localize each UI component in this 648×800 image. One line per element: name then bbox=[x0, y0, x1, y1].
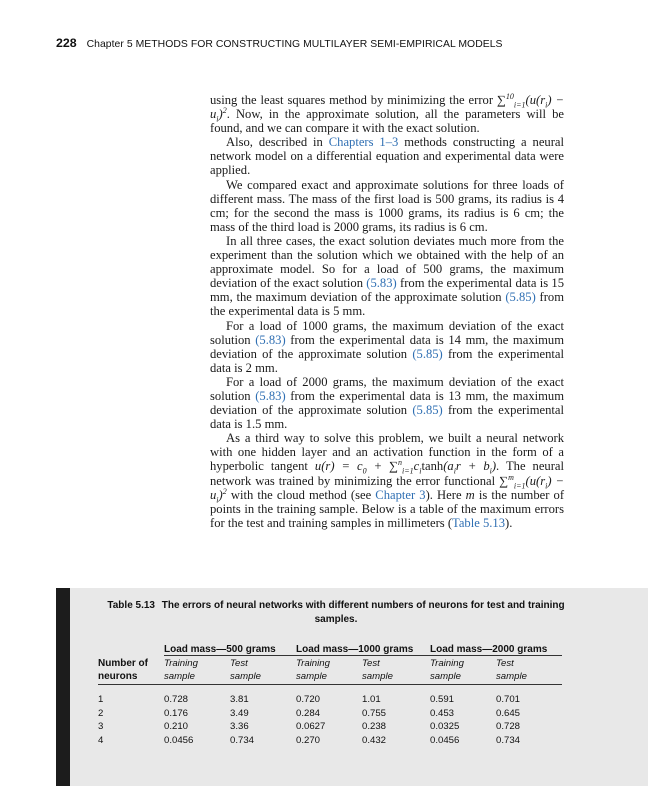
table-label: Table 5.13 bbox=[107, 600, 155, 611]
ref-eq-5-83[interactable]: (5.83) bbox=[255, 332, 286, 347]
ref-eq-5-83[interactable]: (5.83) bbox=[255, 388, 286, 403]
page-number: 228 bbox=[56, 36, 77, 50]
column-header: Training sample bbox=[430, 658, 464, 682]
ref-eq-5-85[interactable]: (5.85) bbox=[412, 403, 443, 418]
running-head-title: Chapter 5 METHODS FOR CONSTRUCTING MULTILAYER SEMI-EMPIRICAL MODELS bbox=[86, 39, 503, 50]
column-header: Test sample bbox=[230, 658, 261, 682]
paragraph-6: For a load of 2000 grams, the maximum deviation of the exact solution (5.83) from the experimental data is 13 mm, the maximum deviation of the approximate solution (5.85) from the experimental data is 1.5 mm. bbox=[210, 374, 565, 432]
table-row: 3 0.210 3.36 0.0627 0.238 0.0325 0.728 bbox=[98, 721, 521, 733]
ref-eq-5-85[interactable]: (5.85) bbox=[505, 290, 536, 305]
functional-formula: $\sum^m_{i=1}(u(r_i) - u_i)^2$ bbox=[210, 472, 564, 505]
ref-table-5-13[interactable]: Table 5.13 bbox=[452, 515, 506, 530]
ref-chapter-3[interactable]: Chapter 3 bbox=[375, 487, 426, 502]
paragraph-5: For a load of 1000 grams, the maximum deviation of the exact solution (5.83) from the experimental data is 14 mm, the maximum deviation of the approximate solution (5.85) from the experimental data is 2 mm. bbox=[210, 318, 565, 375]
running-header bbox=[56, 36, 596, 50]
main-text bbox=[210, 93, 564, 530]
ref-eq-5-85[interactable]: (5.85) bbox=[412, 346, 443, 361]
errors-table bbox=[98, 644, 562, 747]
group-header: Load mass—500 grams bbox=[164, 644, 296, 656]
paragraph-2: Also, described in Chapters 1–3 methods constructing a neural network model on a differential equation and experimental data were applied. bbox=[210, 135, 564, 178]
paragraph-7: As a third way to solve this problem, we built a neural network with one hidden layer and an activation function in the form of a hyperbolic tangent $u(r) = c_0 + \sum^n_{i=1}c_i\tanh(a_ir + b_i)$. The neural network was trained by minimizing the error functional $\sum^m_{i=1}(u(r_i) - u_i)^2$ with the cloud method (see Chapter 3). Here m is the number of points in the training sample. Below is a table of the maximum errors for the test and training samples in millimeters (Table 5.13). bbox=[210, 431, 565, 530]
paragraph-1: using the least squares method by minimizing the error $\sum^{10}_{i=1}(u(r_i) - u_i)^2$. Now, in the approximate solution, all the parameters will be found, and we can compare it with the exact solution. bbox=[210, 91, 564, 136]
column-header: Test sample bbox=[496, 658, 527, 682]
table-row: 4 0.0456 0.734 0.270 0.432 0.0456 0.734 bbox=[98, 734, 521, 746]
column-header: Test sample bbox=[362, 658, 393, 682]
table-caption-text: The errors of neural networks with different numbers of neurons for test and training samples. bbox=[161, 600, 565, 625]
ref-eq-5-83[interactable]: (5.83) bbox=[366, 276, 397, 291]
column-header: Training sample bbox=[164, 658, 198, 682]
row-header: Number of neurons bbox=[98, 657, 148, 682]
table-container bbox=[56, 588, 648, 786]
group-header: Load mass—2000 grams bbox=[430, 644, 562, 656]
table-sub-header-row bbox=[98, 656, 562, 685]
paragraph-4: In all three cases, the exact solution deviates much more from the experiment than the solution which we obtained with the help of an approximate model. So for a load of 500 grams, the maximum deviation of the exact solution (5.83) from the experimental data is 15 mm, the maximum deviation of the approximate solution (5.85) from the experimental data is 5 mm. bbox=[210, 233, 564, 319]
table-group-header-row bbox=[98, 644, 562, 656]
table-caption bbox=[96, 599, 576, 627]
column-header: Training sample bbox=[296, 658, 330, 682]
error-formula: $\sum^{10}_{i=1}(u(r_i) - u_i)^2$ bbox=[210, 91, 564, 124]
table-row: 2 0.176 3.49 0.284 0.755 0.453 0.645 bbox=[98, 707, 521, 719]
ref-chapters-1-3[interactable]: Chapters 1–3 bbox=[328, 135, 399, 150]
group-header: Load mass—1000 grams bbox=[296, 644, 430, 656]
table-side-bar bbox=[56, 588, 70, 786]
activation-formula: $u(r) = c_0 + \sum^n_{i=1}c_i\tanh(a_ir + b_i)$ bbox=[314, 458, 497, 476]
table-row: 1 0.728 3.81 0.720 1.01 0.591 0.701 bbox=[98, 694, 521, 706]
paragraph-3: We compared exact and approximate solutions for three loads of different mass. The mass of the first load is 500 grams, its radius is 4 cm; for the second the mass is 1000 grams, its radius is 6 cm; the mass of the third load is 2000 grams, its radius is 6 cm. bbox=[210, 177, 564, 234]
